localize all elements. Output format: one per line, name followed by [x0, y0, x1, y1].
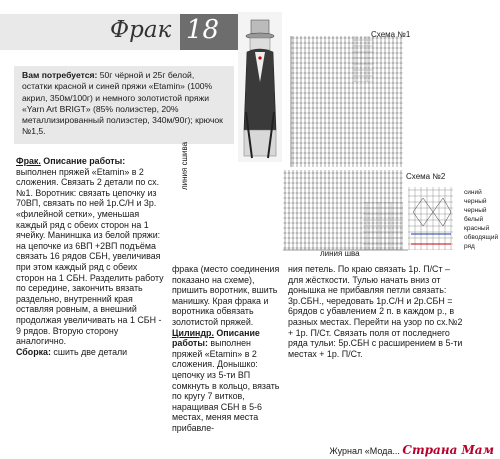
col3-body: ния петель. По краю связать 1р. П/Ст – для жёсткости. Тулью начать вниз от донышка не прибавляя петли связать: 3р.СБН., чередовать 1р.С/Н и 2р.СБН = 6рядов с убавлением 2 п. в каждом р., в разных местах. Перейти на узор по сх.№2 + 1р. П/Ст. Связать поля от последнего ряда тульи: 5р.СБН с расширением в 5-ти местах + 1р. П/Ст.	[288, 264, 463, 359]
legend-black-1: черный	[464, 198, 487, 205]
hat-heading-2: Описание работы:	[172, 327, 260, 349]
scheme-2-label: Схема №2	[406, 172, 446, 181]
journal-name: Журнал «Мода...	[329, 446, 400, 456]
legend-edging: обводящий ряд	[464, 234, 499, 250]
materials-text: 50г чёрной и 25г белой, остатки красной и синей пряжи «Etamin» (100% акрил, 350м/100г) и немного золотистой пряжи «Yarn Art BRIGT» (85% полиэстер, 20% металлизированный полиэстер, 340м/90г); крючок №1,5.	[22, 70, 223, 137]
tailcoat-description	[16, 156, 166, 357]
product-photo	[238, 12, 282, 162]
hat-body: выполнен пряжей «Etamin» в 2 сложения. Донышко: цепочку из 5-ти ВП сомкнуть в кольцо, вязать по кругу 7 витков, наращивая СБН в 5-6 местах, меняя места прибавле-	[172, 338, 280, 433]
hat-description	[172, 264, 282, 434]
seam-line-vertical-label: линия сшива	[180, 141, 189, 190]
tailcoat-body: выполнен пряжей «Etamin» в 2 сложения. Связать 2 детали по сх.№1. Воротник: связать цепочку из 70ВП, связать по ней 1р.С/Н и 3р. «филейной сетки», уменьшая каждый ряд с обеих сторон на 1 ячейку. Маниншка из белой пряжи: на цепочке из 6ВП +2ВП подъёма связать 16 рядов СБН, увеличивая при этом каждый ряд с обеих сторон на 1 СБН. Разделить работу по середине, закончить вязать раздельно, внутренний края оставляя ровным, а внешний продолжая увеличивать на 1 СБН - 9 рядов. Вторую сторону аналогично.	[16, 166, 164, 347]
section-title: Фрак	[110, 17, 172, 43]
hat-description-continued	[288, 264, 466, 359]
legend-white: белый	[464, 216, 484, 223]
tailcoat-heading: Фрак.	[16, 156, 41, 166]
crochet-schemes	[283, 22, 488, 262]
materials-box	[14, 66, 234, 144]
assembly-body: сшить две детали	[50, 346, 128, 357]
color-legend	[464, 188, 498, 251]
col2-body: фрака (место соединения показано на схеме), пришить воротник, вшить манишку. Края фрака и воротника обвязать золотистой пряжей.	[172, 264, 280, 327]
section-number: 18	[186, 15, 220, 45]
seam-line-label: линия шва	[320, 249, 360, 258]
legend-red: красный	[464, 225, 490, 232]
hat-heading: Цилиндр.	[172, 327, 214, 338]
site-watermark: Страна Мам	[402, 443, 494, 457]
legend-blue: синий	[464, 189, 482, 196]
legend-black-2: черный	[464, 207, 487, 214]
tailcoat-heading-2: Описание работы:	[40, 156, 126, 166]
scheme-1-label: Схема №1	[371, 30, 411, 39]
materials-lead: Вам потребуется:	[22, 70, 98, 80]
assembly-heading: Сборка:	[16, 346, 51, 357]
footer	[329, 443, 494, 457]
